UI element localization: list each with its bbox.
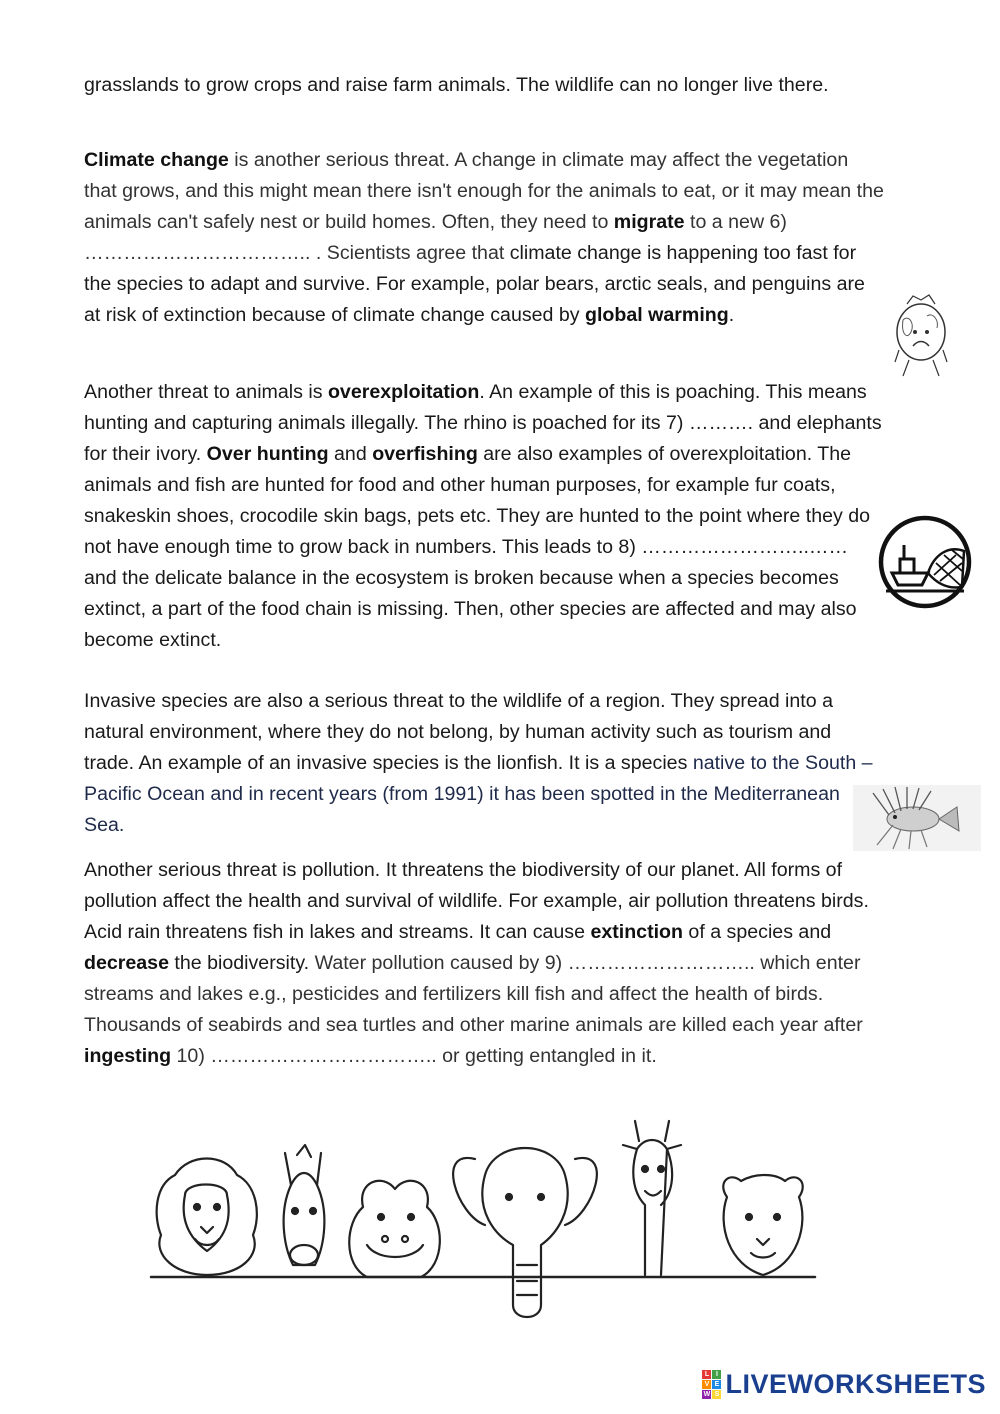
text-span: .: [728, 304, 735, 326]
zebra-icon: [284, 1145, 325, 1265]
logo-mark-cell: W: [703, 1391, 711, 1398]
text-span: the biodiversity.: [168, 952, 315, 974]
logo-mark-cell: I: [712, 1370, 721, 1379]
term-climate-change: Climate change: [84, 149, 229, 171]
blank-8[interactable]: are also examples of overexploitation. The animals and fish are hunted for food and other human purposes, for example fur coats, snakeskin shoes, crocodile skin bags, pets etc. They are hunted to the point where they do not have enough time to grow back in numbers. This leads to 8) ……………………..…… and the delicate balance in the ecosystem is broken because when a species becomes extinct, a part of the food chain is missing. Then, other species are affected and may also become extinct.: [84, 443, 871, 651]
blank-9[interactable]: Water pollution caused by 9) ……………………….. which enter streams and lakes e.g., pesticides and fertilizers kill fish and affect the health of birds. Thousands of seabirds and sea turtles and other marine animals are killed each year after: [84, 952, 863, 1036]
term-ingesting: ingesting: [84, 1045, 172, 1067]
text-span: and: [328, 443, 373, 465]
text-span: climate change is happening too fast for the species to adapt and survive. For example, polar bears, arctic seals, and penguins are at risk of extinction because of climate change caused by: [84, 242, 865, 326]
elephant-icon: [453, 1148, 597, 1317]
paragraph-1: [84, 70, 884, 101]
term-decrease: decrease: [84, 952, 169, 974]
animals-row-illustration: [145, 1115, 825, 1330]
paragraph-overexploitation: [84, 377, 884, 656]
giraffe-icon: [623, 1121, 681, 1275]
blank-6[interactable]: to a new 6) …………………………….. . Scientists agree that: [84, 211, 787, 264]
lioness-icon: [723, 1175, 802, 1275]
term-extinction: extinction: [590, 921, 683, 943]
logo-mark-cell: S: [712, 1390, 721, 1399]
text-span: is another serious threat. A change in climate may affect the vegetation that grows, and this might mean there isn't enough for the animals to eat, or it may mean the animals can't safely nest or build homes. Often, they need to: [84, 149, 884, 233]
term-overexploitation: overexploitation: [327, 381, 480, 403]
text-span: of a species and: [682, 921, 832, 943]
logo-mark-icon: [702, 1370, 721, 1399]
fishing-boat-net-icon: [878, 515, 972, 609]
term-global-warming: global warming: [585, 304, 729, 326]
text-span: Another serious threat is pollution. It threatens the biodiversity of our planet. All forms of pollution affect the health and survival of wildlife. For example, air pollution threatens birds. Acid rain threatens fish in lakes and streams. It can cause: [84, 859, 869, 943]
paragraph-invasive-species: [84, 686, 884, 841]
text-span: Invasive species are also a serious threat to the wildlife of a region. They spread into a natural environment, where they do not belong, by human activity such as tourism and trade. An example of an invasive species is the lionfish. It is a species: [84, 690, 833, 774]
logo-mark-cell: L: [702, 1370, 711, 1379]
lionfish-icon: [853, 785, 981, 851]
logo-mark-cell: V: [702, 1380, 711, 1389]
lion-icon: [157, 1159, 257, 1276]
term-over-hunting: Over hunting: [206, 443, 329, 465]
paragraph-1-text: grasslands to grow crops and raise farm animals. The wildlife can no longer live there.: [84, 74, 829, 96]
liveworksheets-logo: [702, 1369, 986, 1400]
text-span: Another threat to animals is: [84, 381, 328, 403]
blank-7[interactable]: . An example of this is poaching. This means hunting and capturing animals illegally. The rhino is poached for its 7) ………. and elephants for their ivory.: [84, 381, 882, 465]
blank-10[interactable]: 10) …………………………….. or getting entangled in it.: [171, 1045, 657, 1067]
paragraph-climate-change: [84, 145, 884, 331]
paragraph-pollution: [84, 855, 884, 1072]
logo-mark-cell: E: [712, 1380, 721, 1389]
term-overfishing: overfishing: [372, 443, 478, 465]
text-span: native to the South – Pacific Ocean and in recent years (from 1991) it has been spotted in the Mediterranean Sea.: [84, 752, 873, 836]
logo-text: LIVEWORKSHEETS: [725, 1369, 986, 1399]
sad-earth-icon: [893, 290, 949, 380]
term-migrate: migrate: [613, 211, 685, 233]
hippo-icon: [349, 1181, 440, 1277]
